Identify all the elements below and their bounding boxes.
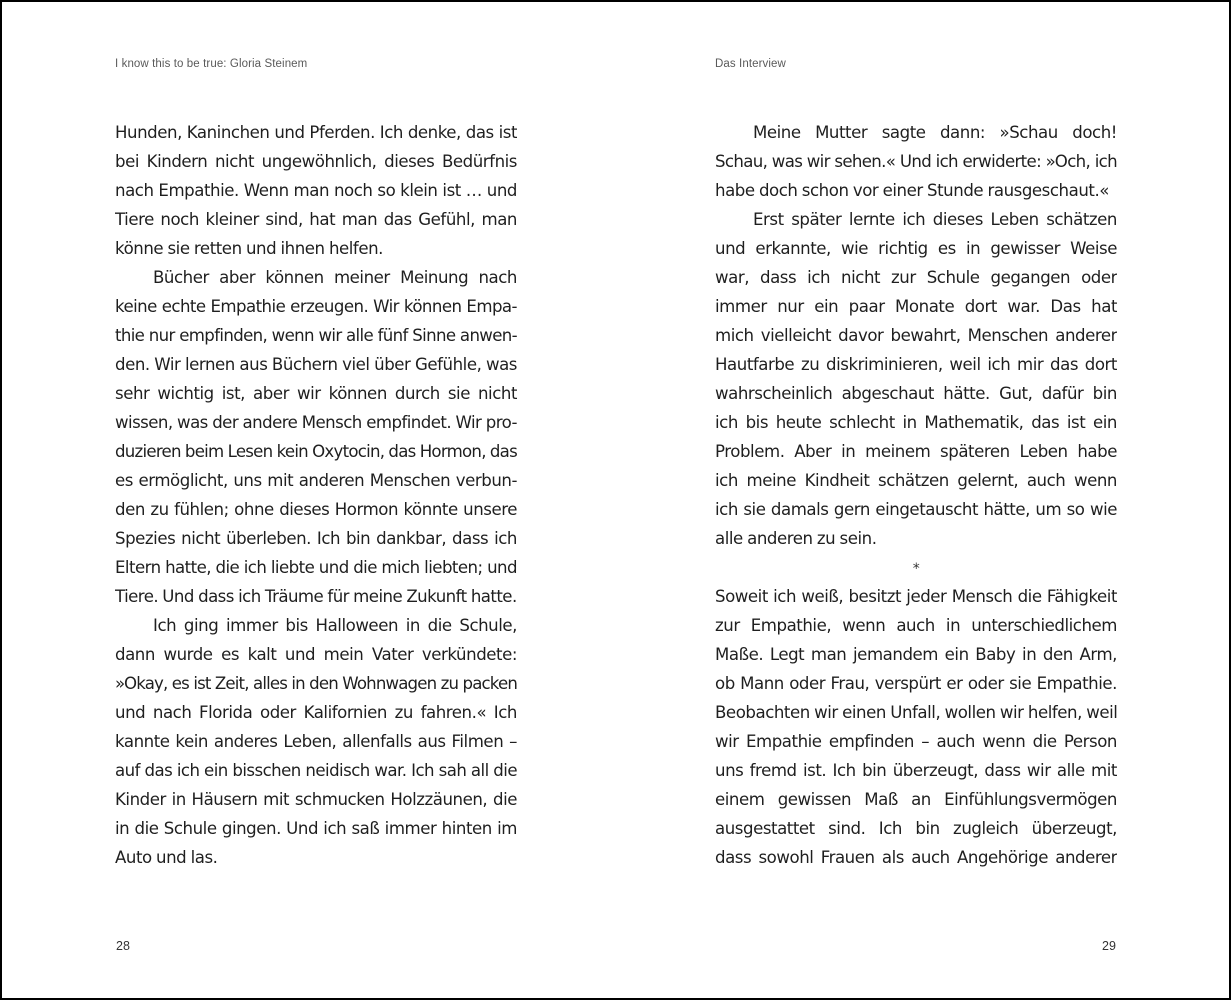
left-page-body <box>115 118 517 872</box>
text-line: habe doch schon vor einer Stunde rausgeschaut.« <box>715 181 1109 200</box>
text-line: auf das ich ein bisschen neidisch war. Ich sah all die <box>115 761 517 780</box>
text-line: ob Mann oder Frau, verspürt er oder sie Empathie. <box>715 674 1117 693</box>
section-break <box>715 553 1117 582</box>
running-head-left: I know this to be true: Gloria Steinem <box>115 58 308 70</box>
text-line: sehr wichtig ist, aber wir können durch sie nicht <box>115 384 517 403</box>
text-line: uns fremd ist. Ich bin überzeugt, dass wir alle mit <box>715 761 1117 780</box>
text-line: Maße. Legt man jemandem ein Baby in den Arm, <box>715 645 1117 664</box>
text-line: war, dass ich nicht zur Schule gegangen oder <box>715 268 1117 287</box>
text-line: nach Empathie. Wenn man noch so klein ist … und <box>115 181 517 200</box>
text-line: Schau, was wir sehen.« Und ich erwiderte: »Och, ich <box>715 152 1117 171</box>
page-number-left: 28 <box>116 939 130 953</box>
right-page-body <box>715 118 1117 872</box>
text-line: keine echte Empathie erzeugen. Wir können Empa- <box>115 297 517 316</box>
text-line: »Okay, es ist Zeit, alles in den Wohnwagen zu packen <box>115 674 517 693</box>
text-line: duzieren beim Lesen kein Oxytocin, das Hormon, das <box>115 442 517 461</box>
text-line: Hunden, Kaninchen und Pferden. Ich denke, das ist <box>115 123 517 142</box>
text-line: wissen, was der andere Mensch empfindet. Wir pro- <box>115 413 517 432</box>
paragraph-first-line: Erst später lernte ich dieses Leben schätzen <box>753 210 1117 229</box>
paragraph-first-line: Bücher aber können meiner Meinung nach <box>153 268 517 287</box>
left-page <box>2 2 616 998</box>
text-line: Soweit ich weiß, besitzt jeder Mensch die Fähigkeit <box>715 587 1117 606</box>
text-line: ausgestattet sind. Ich bin zugleich überzeugt, <box>715 819 1117 838</box>
text-line: ich bis heute schlecht in Mathematik, das ist ein <box>715 413 1117 432</box>
paragraph-first-line: Ich ging immer bis Halloween in die Schule, <box>153 616 517 635</box>
text-line: immer nur ein paar Monate dort war. Das hat <box>715 297 1117 316</box>
text-line: kannte kein anderes Leben, allenfalls aus Filmen – <box>115 732 517 751</box>
text-line: ich sie damals gern eingetauscht hätte, um so wie <box>715 500 1117 519</box>
text-line: dass sowohl Frauen als auch Angehörige anderer <box>715 848 1117 867</box>
page-number-right: 29 <box>1102 939 1116 953</box>
asterisk-ornament: * <box>912 561 920 577</box>
paragraph-first-line: Meine Mutter sagte dann: »Schau doch! <box>753 123 1117 142</box>
running-head-right: Das Interview <box>715 58 786 70</box>
text-line: Auto und las. <box>115 848 218 867</box>
text-line: dann wurde es kalt und mein Vater verkündete: <box>115 645 517 664</box>
text-line: bei Kindern nicht ungewöhnlich, dieses Bedürfnis <box>115 152 517 171</box>
text-line: in die Schule gingen. Und ich saß immer hinten im <box>115 819 517 838</box>
text-line: Tiere noch kleiner sind, hat man das Gefühl, man <box>115 210 517 229</box>
text-line: wahrscheinlich abgeschaut hätte. Gut, dafür bin <box>715 384 1117 403</box>
text-line: es ermöglicht, uns mit anderen Menschen verbun- <box>115 471 517 490</box>
text-line: ich meine Kindheit schätzen gelernt, auch wenn <box>715 471 1117 490</box>
text-line: Problem. Aber in meinem späteren Leben habe <box>715 442 1117 461</box>
text-line: Eltern hatte, die ich liebte und die mich liebten; und <box>115 558 517 577</box>
text-line: Hautfarbe zu diskriminieren, weil ich mir das dort <box>715 355 1117 374</box>
text-line: den zu fühlen; ohne dieses Hormon könnte unsere <box>115 500 517 519</box>
text-line: und erkannte, wie richtig es in gewisser Weise <box>715 239 1117 258</box>
text-line: alle anderen zu sein. <box>715 529 877 548</box>
text-line: einem gewissen Maß an Einfühlungsvermögen <box>715 790 1117 809</box>
text-line: den. Wir lernen aus Büchern viel über Gefühle, was <box>115 355 517 374</box>
text-line: Spezies nicht überleben. Ich bin dankbar, dass ich <box>115 529 517 548</box>
text-line: Tiere. Und dass ich Träume für meine Zukunft hatte. <box>115 587 517 606</box>
text-line: könne sie retten und ihnen helfen. <box>115 239 383 258</box>
text-line: thie nur empfinden, wenn wir alle fünf Sinne anwen- <box>115 326 517 345</box>
text-line: Beobachten wir einen Unfall, wollen wir helfen, weil <box>715 703 1117 722</box>
text-line: Kinder in Häusern mit schmucken Holzzäunen, die <box>115 790 517 809</box>
text-line: und nach Florida oder Kalifornien zu fahren.« Ich <box>115 703 517 722</box>
right-page <box>616 2 1230 998</box>
text-line: zur Empathie, wenn auch in unterschiedlichem <box>715 616 1117 635</box>
text-line: mich vielleicht davor bewahrt, Menschen anderer <box>715 326 1117 345</box>
text-line: wir Empathie empfinden – auch wenn die Person <box>715 732 1117 751</box>
